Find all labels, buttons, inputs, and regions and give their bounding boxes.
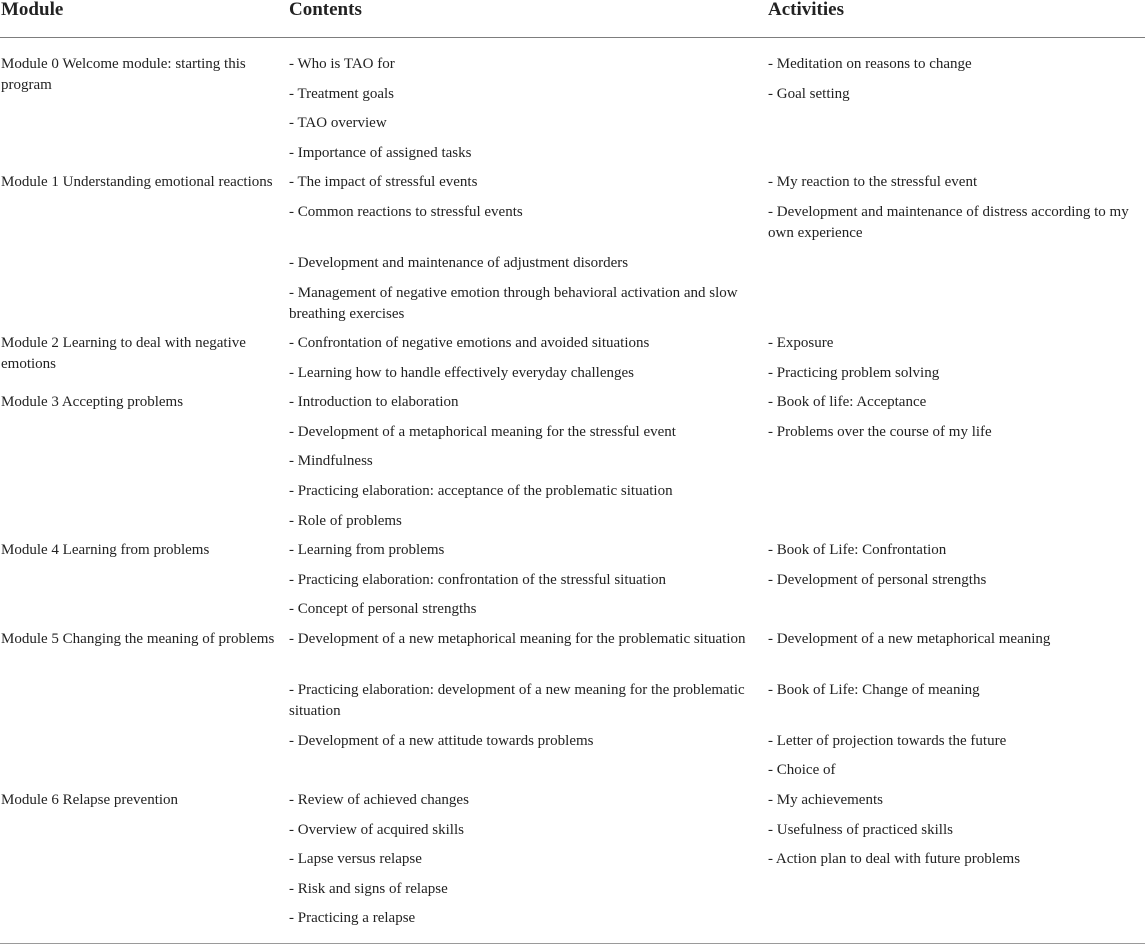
activity-item: - Development of a new metaphorical meaning (768, 631, 1051, 647)
header-divider (0, 37, 1145, 38)
content-item: - Management of negative emotion through behavioral activation and slow breathing exercises (289, 285, 738, 322)
header-activities: Activities (768, 0, 844, 20)
content-item: - Confrontation of negative emotions and avoided situations (289, 335, 650, 351)
content-item: - Common reactions to stressful events (289, 204, 523, 220)
content-item: - Development of a new metaphorical meaning for the problematic situation (289, 631, 746, 647)
activity-item: - Choice of (768, 762, 836, 778)
module-cell: Module 5 Changing the meaning of problems (1, 631, 275, 647)
content-item: - Review of achieved changes (289, 792, 469, 808)
content-item: - Importance of assigned tasks (289, 145, 472, 161)
content-item: - Development and maintenance of adjustment disorders (289, 255, 629, 271)
content-item: - Practicing elaboration: development of a new meaning for the problematic situation (289, 682, 745, 719)
content-item: - Concept of personal strengths (289, 601, 477, 617)
content-item: - Mindfulness (289, 453, 373, 469)
module-cell: Module 2 Learning to deal with negative emotions (1, 335, 246, 372)
module-cell: Module 1 Understanding emotional reactions (1, 174, 273, 190)
activity-item: - Letter of projection towards the future (768, 733, 1007, 749)
table-bottom-divider (0, 943, 1145, 944)
header-contents: Contents (289, 0, 362, 20)
activity-item: - Exposure (768, 335, 834, 351)
content-item: - Practicing elaboration: confrontation of the stressful situation (289, 572, 666, 588)
content-item: - Practicing a relapse (289, 910, 416, 926)
activity-item: - Book of life: Acceptance (768, 394, 927, 410)
activity-item: - My achievements (768, 792, 883, 808)
activity-item: - Usefulness of practiced skills (768, 822, 953, 838)
module-cell: Module 6 Relapse prevention (1, 792, 179, 808)
content-item: - Who is TAO for (289, 56, 395, 72)
content-item: - Lapse versus relapse (289, 851, 422, 867)
activity-item: - Book of Life: Confrontation (768, 542, 947, 558)
activity-item: - Book of Life: Change of meaning (768, 682, 980, 698)
content-item: - Risk and signs of relapse (289, 881, 448, 897)
activity-item: - Meditation on reasons to change (768, 56, 972, 72)
activity-item: - Problems over the course of my life (768, 424, 992, 440)
content-item: - Role of problems (289, 513, 402, 529)
module-cell: Module 4 Learning from problems (1, 542, 210, 558)
content-item: - Learning how to handle effectively everyday challenges (289, 365, 634, 381)
module-cell: Module 0 Welcome module: starting this program (1, 56, 246, 93)
activity-item: - Development of personal strengths (768, 572, 987, 588)
activity-item: - Practicing problem solving (768, 365, 940, 381)
content-item: - Learning from problems (289, 542, 445, 558)
content-item: - Introduction to elaboration (289, 394, 459, 410)
module-cell: Module 3 Accepting problems (1, 394, 184, 410)
content-item: - Development of a new attitude towards problems (289, 733, 594, 749)
content-item: - Treatment goals (289, 86, 394, 102)
activity-item: - Goal setting (768, 86, 850, 102)
content-item: - Overview of acquired skills (289, 822, 464, 838)
activity-item: - Development and maintenance of distress according to my own experience (768, 204, 1129, 241)
content-item: - TAO overview (289, 115, 387, 131)
activity-item: - My reaction to the stressful event (768, 174, 978, 190)
content-item: - Development of a metaphorical meaning for the stressful event (289, 424, 676, 440)
header-module: Module (1, 0, 64, 20)
content-item: - The impact of stressful events (289, 174, 478, 190)
activity-item: - Action plan to deal with future problems (768, 851, 1021, 867)
content-item: - Practicing elaboration: acceptance of the problematic situation (289, 483, 673, 499)
